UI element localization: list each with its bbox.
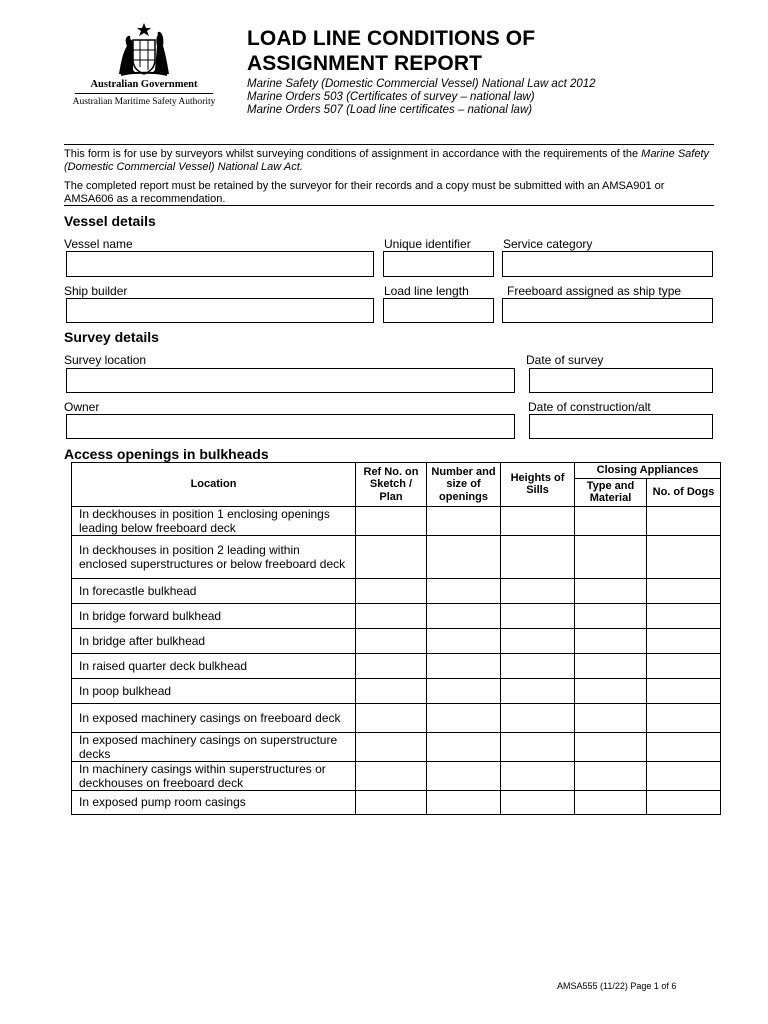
type-material-cell[interactable] [575,732,647,761]
intro-text: This form is for use by surveyors whilst surveying conditions of assignment in accordance with the requirements of the [64,148,642,160]
unique-identifier-field[interactable] [383,251,494,277]
ref-no-column-header: Ref No. on Sketch / Plan [356,463,427,507]
location-cell: In raised quarter deck bulkhead [72,653,356,678]
number-size-cell[interactable] [427,732,501,761]
heights-sills-cell[interactable] [501,678,575,703]
logo-divider [75,93,213,94]
agency-name: Australian Maritime Safety Authority [72,97,216,107]
ref-no-cell[interactable] [356,678,427,703]
intro-paragraph-1 [64,148,716,173]
legislation-reference: Marine Safety (Domestic Commercial Vessel) National Law act 2012 [247,78,596,90]
ref-no-cell[interactable] [356,703,427,732]
heights-sills-cell[interactable] [501,653,575,678]
owner-label: Owner [64,400,100,414]
location-cell: In machinery casings within superstructures or deckhouses on freeboard deck [72,761,356,790]
ref-no-cell[interactable] [356,653,427,678]
form-title-line-2: ASSIGNMENT REPORT [247,52,483,75]
load-line-length-label: Load line length [384,284,469,298]
type-material-cell[interactable] [575,790,647,814]
unique-identifier-label: Unique identifier [384,237,471,251]
location-cell: In poop bulkhead [72,678,356,703]
location-cell: In bridge after bulkhead [72,628,356,653]
divider-bottom [64,205,714,206]
table-row [72,761,721,790]
number-size-cell[interactable] [427,603,501,628]
location-cell: In exposed machinery casings on superstructure decks [72,732,356,761]
form-title-line-1: LOAD LINE CONDITIONS OF [247,27,536,50]
title-block [247,26,727,117]
survey-location-field[interactable] [66,368,515,393]
no-dogs-cell[interactable] [647,628,721,653]
type-material-cell[interactable] [575,603,647,628]
heights-sills-cell[interactable] [501,603,575,628]
survey-location-label: Survey location [64,353,147,367]
table-row [72,506,721,535]
government-logo [64,22,224,107]
no-dogs-column-header: No. of Dogs [647,478,721,506]
heights-sills-cell[interactable] [501,790,575,814]
owner-field[interactable] [66,414,515,439]
location-cell: In exposed pump room casings [72,790,356,814]
ref-no-cell[interactable] [356,790,427,814]
divider-top [64,144,714,145]
number-size-cell[interactable] [427,703,501,732]
ref-no-cell[interactable] [356,578,427,603]
type-material-cell[interactable] [575,703,647,732]
no-dogs-cell[interactable] [647,761,721,790]
vessel-name-label: Vessel name [64,237,133,251]
government-name: Australian Government [90,79,198,90]
no-dogs-cell[interactable] [647,678,721,703]
coat-of-arms-icon [111,22,177,78]
heights-sills-cell[interactable] [501,703,575,732]
heights-sills-cell[interactable] [501,578,575,603]
heights-sills-cell[interactable] [501,761,575,790]
table-row [72,732,721,761]
heights-sills-cell[interactable] [501,506,575,535]
location-column-header: Location [72,463,356,507]
freeboard-assigned-field[interactable] [502,298,713,323]
heights-sills-cell[interactable] [501,628,575,653]
ship-builder-label: Ship builder [64,284,128,298]
location-cell: In exposed machinery casings on freeboard deck [72,703,356,732]
date-of-survey-field[interactable] [529,368,713,393]
intro-paragraph-2: The completed report must be retained by the surveyor for their records and a copy must be submitted with an AMSA901 or AMSA606 as a recommendation. [64,180,665,205]
ref-no-cell[interactable] [356,628,427,653]
ref-no-cell[interactable] [356,603,427,628]
form-footer: AMSA555 (11/22) Page 1 of 6 [557,981,677,991]
table-row [72,703,721,732]
ref-no-cell[interactable] [356,506,427,535]
number-size-cell[interactable] [427,790,501,814]
type-material-column-header: Type and Material [575,478,647,506]
type-material-cell[interactable] [575,653,647,678]
table-row [72,790,721,814]
vessel-name-field[interactable] [66,251,374,277]
table-row [72,603,721,628]
number-size-cell[interactable] [427,506,501,535]
no-dogs-cell[interactable] [647,578,721,603]
location-cell: In deckhouses in position 1 enclosing openings leading below freeboard deck [72,506,356,535]
access-openings-heading: Access openings in bulkheads [64,446,269,462]
number-size-cell[interactable] [427,628,501,653]
location-cell: In deckhouses in position 2 leading within enclosed superstructures or below freeboard deck [72,535,356,578]
table-row [72,535,721,578]
service-category-field[interactable] [502,251,713,277]
ref-no-cell[interactable] [356,732,427,761]
no-dogs-cell[interactable] [647,506,721,535]
heights-sills-cell[interactable] [501,732,575,761]
no-dogs-cell[interactable] [647,603,721,628]
legislation-reference: Marine Orders 507 (Load line certificates – national law) [247,104,533,116]
load-line-length-field[interactable] [383,298,494,323]
table-row [72,678,721,703]
type-material-cell[interactable] [575,578,647,603]
ref-no-cell[interactable] [356,761,427,790]
ship-builder-field[interactable] [66,298,374,323]
number-size-cell[interactable] [427,535,501,578]
no-dogs-cell[interactable] [647,653,721,678]
number-size-cell[interactable] [427,761,501,790]
intro-act-name: Marine Safety (Domestic Commercial Vessel) National Law Act. [64,148,710,173]
heights-sills-cell[interactable] [501,535,575,578]
date-of-construction-label: Date of construction/alt [528,400,651,414]
closing-appliances-column-header: Closing Appliances [575,463,721,479]
no-dogs-cell[interactable] [647,790,721,814]
number-size-column-header: Number and size of openings [427,463,501,507]
survey-details-heading: Survey details [64,329,159,345]
access-openings-table [71,462,721,815]
ref-no-cell[interactable] [356,535,427,578]
access-openings-rows [72,506,721,814]
table-row [72,628,721,653]
type-material-cell[interactable] [575,535,647,578]
number-size-cell[interactable] [427,578,501,603]
date-of-survey-label: Date of survey [526,353,604,367]
heights-sills-column-header: Heights of Sills [501,463,575,507]
table-row [72,653,721,678]
service-category-label: Service category [503,237,593,251]
no-dogs-cell[interactable] [647,703,721,732]
freeboard-assigned-label: Freeboard assigned as ship type [507,284,682,298]
no-dogs-cell[interactable] [647,732,721,761]
no-dogs-cell[interactable] [647,535,721,578]
number-size-cell[interactable] [427,653,501,678]
type-material-cell[interactable] [575,506,647,535]
vessel-details-heading: Vessel details [64,213,156,229]
date-of-construction-field[interactable] [529,414,713,439]
location-cell: In bridge forward bulkhead [72,603,356,628]
location-cell: In forecastle bulkhead [72,578,356,603]
number-size-cell[interactable] [427,678,501,703]
legislation-reference: Marine Orders 503 (Certificates of survey – national law) [247,91,535,103]
type-material-cell[interactable] [575,761,647,790]
type-material-cell[interactable] [575,628,647,653]
table-row [72,578,721,603]
type-material-cell[interactable] [575,678,647,703]
